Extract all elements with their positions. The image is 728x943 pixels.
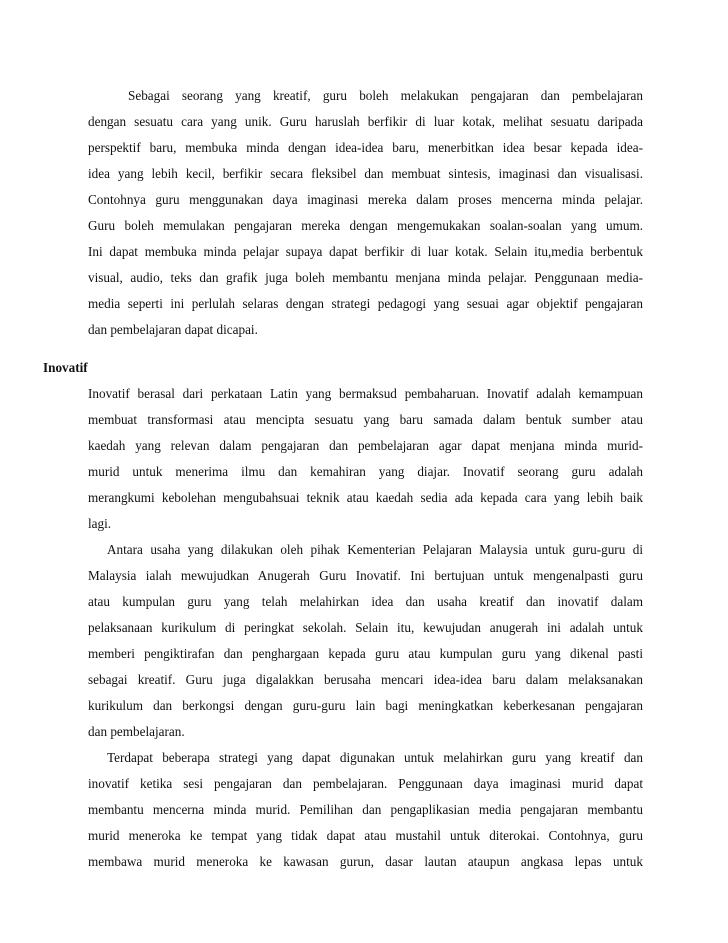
section-heading-inovatif: Inovatif <box>43 360 88 375</box>
paragraph-line: membuat transformasi atau mencipta sesuatu yang baru samada dalam bentuk sumber atau <box>88 412 643 427</box>
paragraph-line: Sebagai seorang yang kreatif, guru boleh melakukan pengajaran dan pembelajaran <box>128 88 643 103</box>
paragraph-line: Malaysia ialah mewujudkan Anugerah Guru Inovatif. Ini bertujuan untuk mengenalpasti guru <box>88 568 643 583</box>
paragraph-line: Antara usaha yang dilakukan oleh pihak Kementerian Pelajaran Malaysia untuk guru-guru di <box>107 542 643 557</box>
paragraph-line: dengan sesuatu cara yang unik. Guru haruslah berfikir di luar kotak, melihat sesuatu daripada <box>88 114 643 129</box>
paragraph-line: Contohnya guru menggunakan daya imaginasi mereka dalam proses mencerna minda pelajar. <box>88 192 643 207</box>
paragraph-line: pelaksanaan kurikulum di peringkat sekolah. Selain itu, kewujudan anugerah ini adalah untuk <box>88 620 643 635</box>
paragraph-line: kaedah yang relevan dalam pengajaran dan pembelajaran agar dapat menjana minda murid- <box>88 438 643 453</box>
paragraph-line: idea yang lebih kecil, berfikir secara fleksibel dan membuat sintesis, imaginasi dan visualisasi. <box>88 166 643 181</box>
paragraph-line: visual, audio, teks dan grafik juga boleh membantu menjana minda pelajar. Penggunaan media- <box>88 270 643 285</box>
paragraph-line: sebagai kreatif. Guru juga digalakkan berusaha mencari idea-idea baru dalam melaksanakan <box>88 672 643 687</box>
paragraph-line: Guru boleh memulakan pengajaran mereka dengan mengemukakan soalan-soalan yang umum. <box>88 218 643 233</box>
paragraph-line: memberi pengiktirafan dan penghargaan kepada guru atau kumpulan guru yang dikenal pasti <box>88 646 643 661</box>
paragraph-line: murid meneroka ke tempat yang tidak dapat atau mustahil untuk diterokai. Contohnya, guru <box>88 828 643 843</box>
paragraph-line: dan pembelajaran dapat dicapai. <box>88 322 258 337</box>
paragraph-line: perspektif baru, membuka minda dengan idea-idea baru, menerbitkan idea besar kepada idea- <box>88 140 643 155</box>
paragraph-line: inovatif ketika sesi pengajaran dan pembelajaran. Penggunaan daya imaginasi murid dapat <box>88 776 643 791</box>
paragraph-line: Inovatif berasal dari perkataan Latin yang bermaksud pembaharuan. Inovatif adalah kemampuan <box>88 386 643 401</box>
paragraph-line: Ini dapat membuka minda pelajar supaya dapat berfikir di luar kotak. Selain itu,media berbentuk <box>88 244 643 259</box>
paragraph-line: Terdapat beberapa strategi yang dapat digunakan untuk melahirkan guru yang kreatif dan <box>107 750 643 765</box>
paragraph-line: kurikulum dan berkongsi dengan guru-guru lain bagi meningkatkan keberkesanan pengajaran <box>88 698 643 713</box>
paragraph-line: membantu mencerna minda murid. Pemilihan dan pengaplikasian media pengajaran membantu <box>88 802 643 817</box>
paragraph-line: atau kumpulan guru yang telah melahirkan idea dan usaha kreatif dan inovatif dalam <box>88 594 643 609</box>
paragraph-line: murid untuk menerima ilmu dan kemahiran yang diajar. Inovatif seorang guru adalah <box>88 464 643 479</box>
paragraph-line: dan pembelajaran. <box>88 724 185 739</box>
paragraph-line: media seperti ini perlulah selaras dengan strategi pedagogi yang sesuai agar objektif pengajaran <box>88 296 643 311</box>
paragraph-line: merangkumi kebolehan mengubahsuai teknik atau kaedah sedia ada kepada cara yang lebih baik <box>88 490 643 505</box>
paragraph-line: lagi. <box>88 516 112 531</box>
paragraph-line: membawa murid meneroka ke kawasan gurun, dasar lautan ataupun angkasa lepas untuk <box>88 854 643 869</box>
